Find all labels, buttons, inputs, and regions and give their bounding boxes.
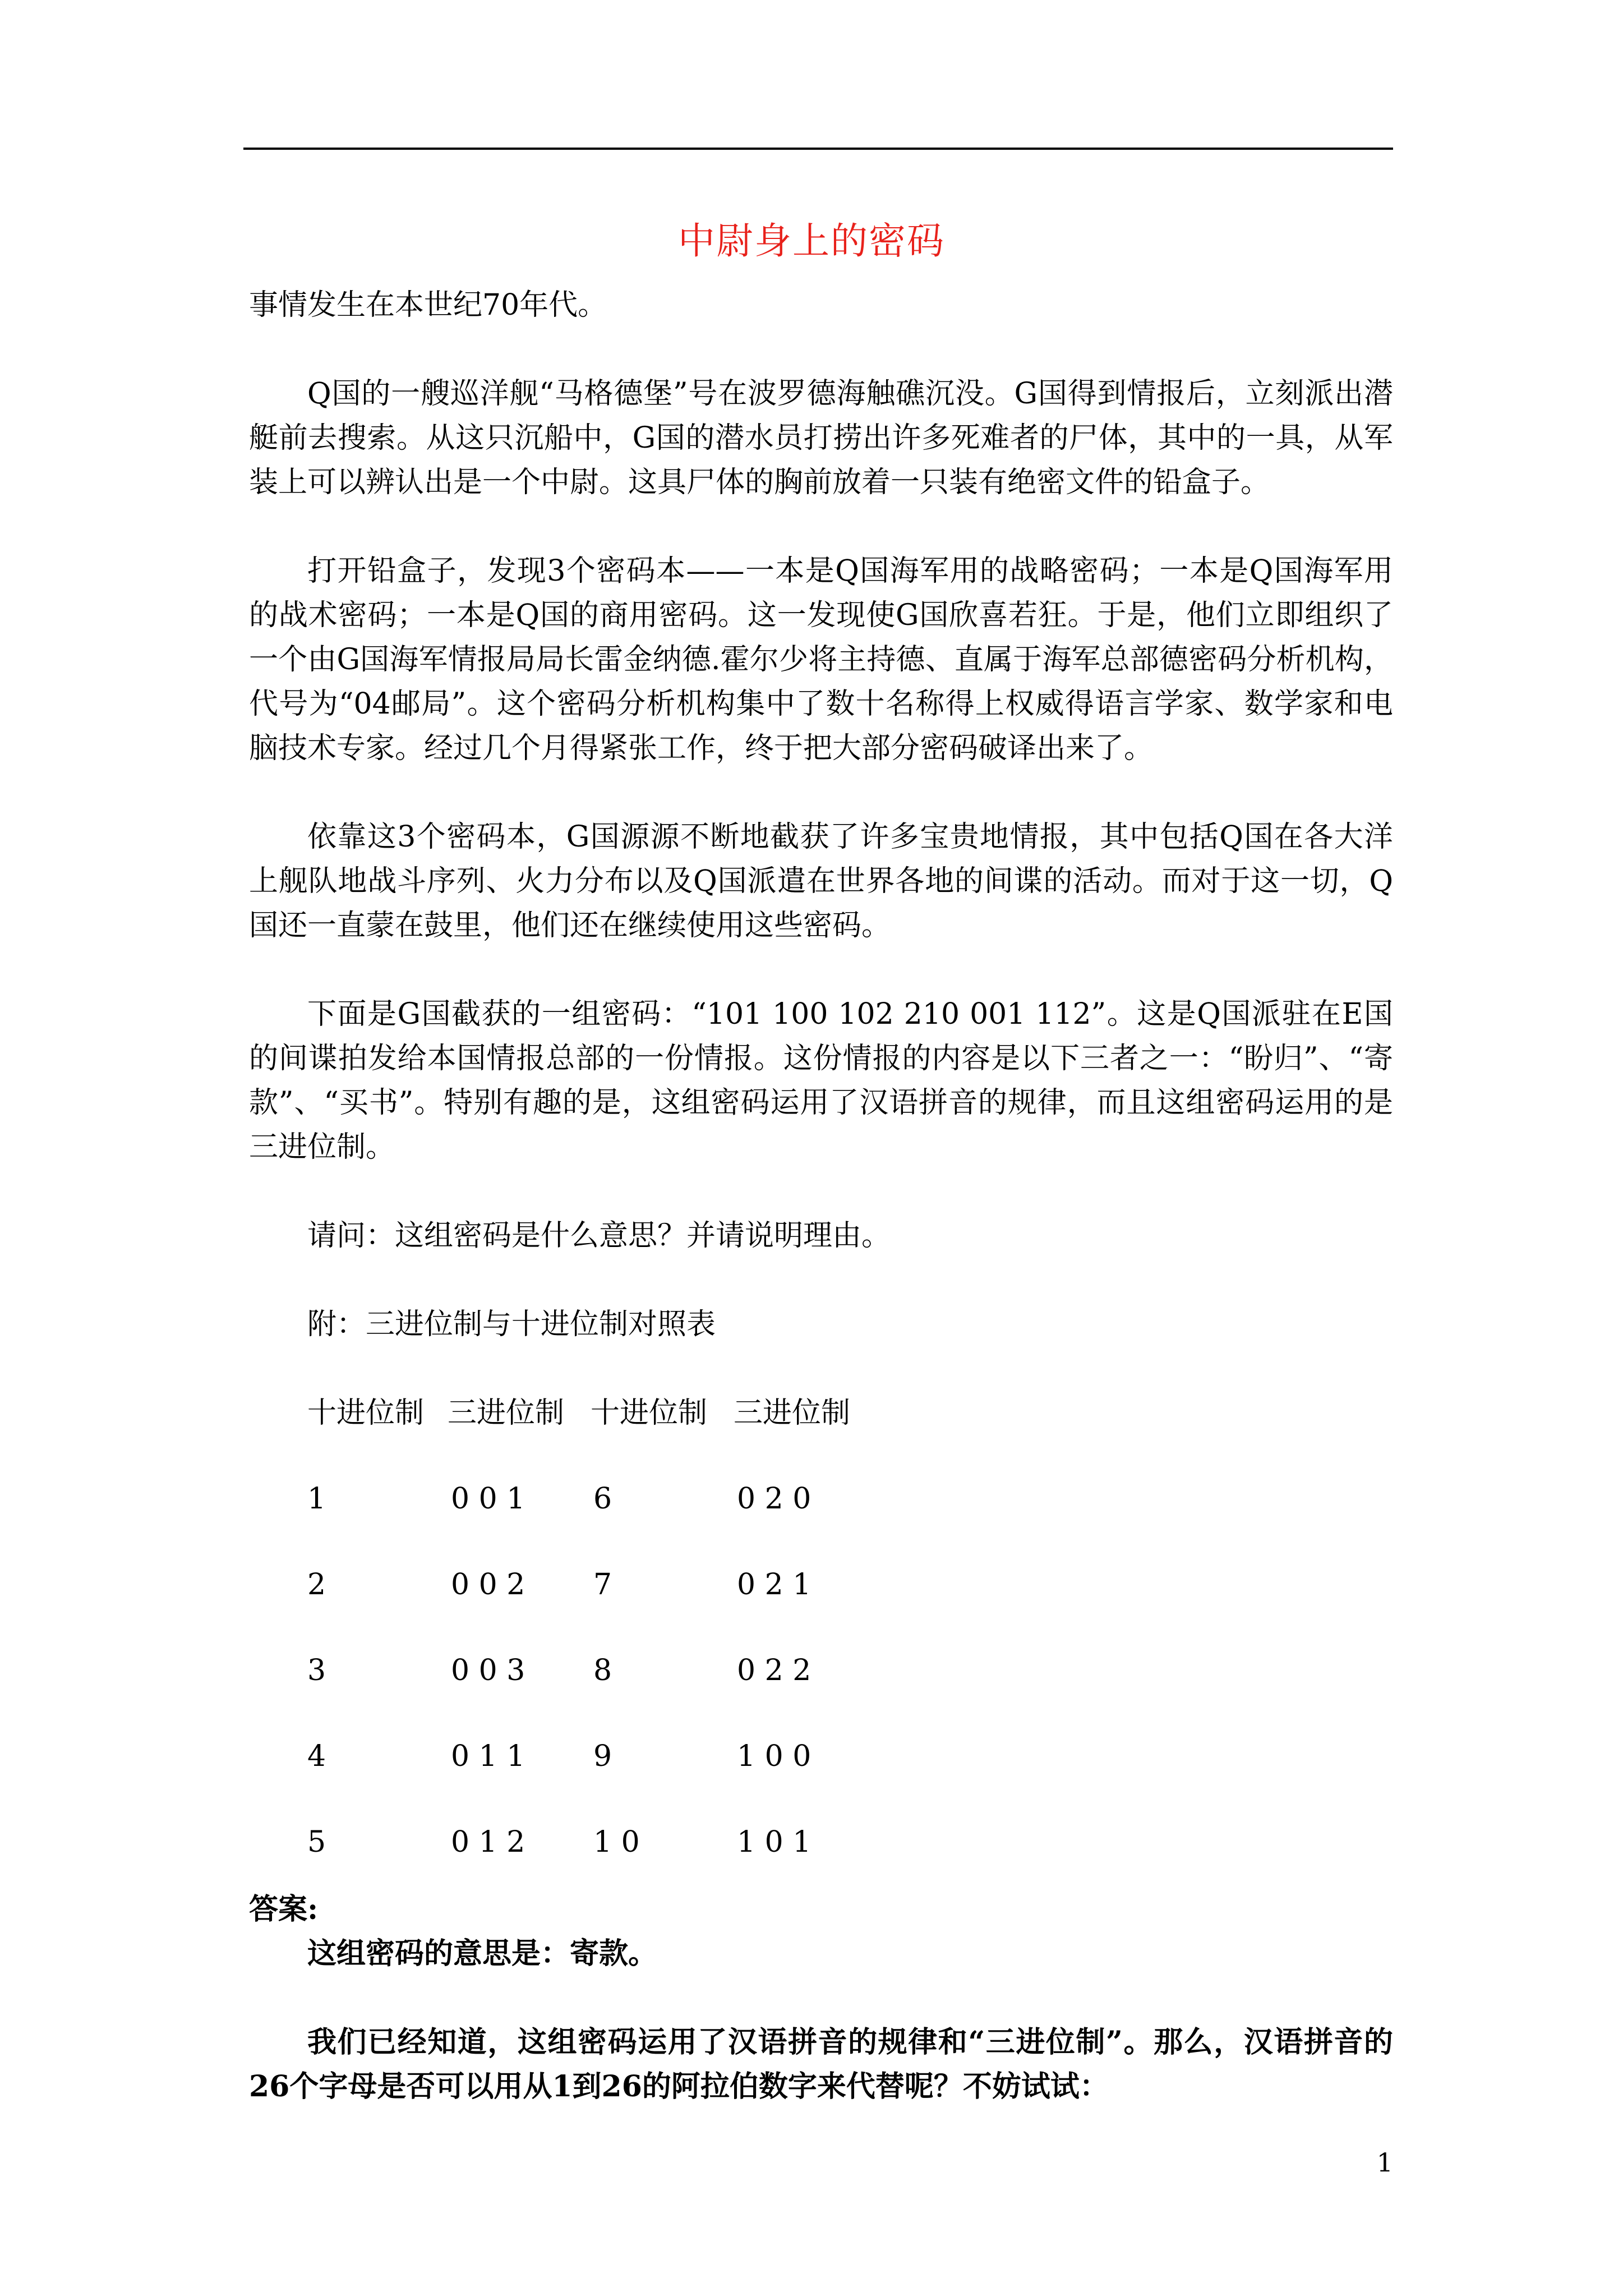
table-cell: 1 xyxy=(307,1482,326,1516)
table-cell: 5 xyxy=(307,1825,326,1859)
table-row xyxy=(249,1649,1393,1693)
answer-label: 答案: xyxy=(249,1892,319,1926)
body-text xyxy=(249,283,1393,2109)
table-header-row xyxy=(249,1391,1393,1435)
page-title: 中尉身上的密码 xyxy=(678,219,945,263)
table-cell: 7 xyxy=(593,1568,612,1602)
table-header-cell: 十进位制 xyxy=(307,1396,425,1430)
conversion-table xyxy=(249,1391,1393,1865)
page-number: 1 xyxy=(1376,2147,1393,2178)
table-cell: 0 1 1 xyxy=(451,1740,525,1773)
paragraph-2: 打开铅盒子，发现3个密码本——一本是Q国海军用的战略密码；一本是Q国海军用的战术密码；一本是Q国的商用密码。这一发现使G国欣喜若狂。于是，他们立即组织了一个由G国海军情报局局长雷金纳德.霍尔少将主持德、直属于海军总部德密码分析机构，代号为“04邮局”。这个密码分析机构集中了数十名称得上权威得语言学家、数学家和电脑技术专家。经过几个月得紧张工作，终于把大部分密码破译出来了。 xyxy=(249,554,1393,765)
paragraph-1: Q国的一艘巡洋舰“马格德堡”号在波罗德海触礁沉没。G国得到情报后，立刻派出潜艇前去搜索。从这只沉船中，G国的潜水员打捞出许多死难者的尸体，其中的一具，从军装上可以辨认出是一个中尉。这具尸体的胸前放着一只装有绝密文件的铅盒子。 xyxy=(249,377,1393,499)
header-rule xyxy=(243,148,1393,150)
table-cell: 6 xyxy=(593,1482,612,1516)
table-cell: 1 0 xyxy=(593,1825,640,1859)
table-cell: 4 xyxy=(307,1740,326,1773)
table-row xyxy=(249,1563,1393,1607)
table-cell: 0 0 3 xyxy=(451,1654,525,1687)
answer-line-2: 我们已经知道，这组密码运用了汉语拼音的规律和“三进位制”。那么，汉语拼音的26个字母是否可以用从1到26的阿拉伯数字来代替呢？不妨试试： xyxy=(249,2025,1393,2104)
table-cell: 0 2 1 xyxy=(737,1568,811,1602)
table-cell: 3 xyxy=(307,1654,326,1687)
table-cell: 0 0 1 xyxy=(451,1482,525,1516)
table-row xyxy=(249,1820,1393,1865)
table-header-cell: 三进位制 xyxy=(734,1396,851,1430)
question: 请问：这组密码是什么意思？并请说明理由。 xyxy=(307,1219,891,1253)
table-row xyxy=(249,1734,1393,1779)
paragraph-intro: 事情发生在本世纪70年代。 xyxy=(249,288,607,322)
table-cell: 0 2 0 xyxy=(737,1482,811,1516)
paragraph-4: 下面是G国截获的一组密码：“101 100 102 210 001 112”。这是Q国派驻在E国的间谍拍发给本国情报总部的一份情报。这份情报的内容是以下三者之一：“盼归”、“寄款”、“买书”。特别有趣的是，这组密码运用了汉语拼音的规律，而且这组密码运用的是三进位制。 xyxy=(249,997,1393,1164)
table-cell: 8 xyxy=(593,1654,612,1687)
table-header-cell: 十进位制 xyxy=(591,1396,708,1430)
appendix-caption: 附：三进位制与十进位制对照表 xyxy=(307,1308,716,1341)
table-cell: 1 0 1 xyxy=(737,1825,811,1859)
table-cell: 0 1 2 xyxy=(451,1825,525,1859)
table-header-cell: 三进位制 xyxy=(448,1396,565,1430)
answer-line-1: 这组密码的意思是：寄款。 xyxy=(307,1936,658,1971)
table-cell: 0 0 2 xyxy=(451,1568,525,1602)
table-cell: 1 0 0 xyxy=(737,1740,811,1773)
paragraph-3: 依靠这3个密码本，G国源源不断地截获了许多宝贵地情报，其中包括Q国在各大洋上舰队地战斗序列、火力分布以及Q国派遣在世界各地的间谍的活动。而对于这一切，Q国还一直蒙在鼓里，他们还在继续使用这些密码。 xyxy=(249,820,1393,942)
table-row xyxy=(249,1477,1393,1521)
table-cell: 0 2 2 xyxy=(737,1654,811,1687)
table-cell: 9 xyxy=(593,1740,612,1773)
table-cell: 2 xyxy=(307,1568,326,1602)
